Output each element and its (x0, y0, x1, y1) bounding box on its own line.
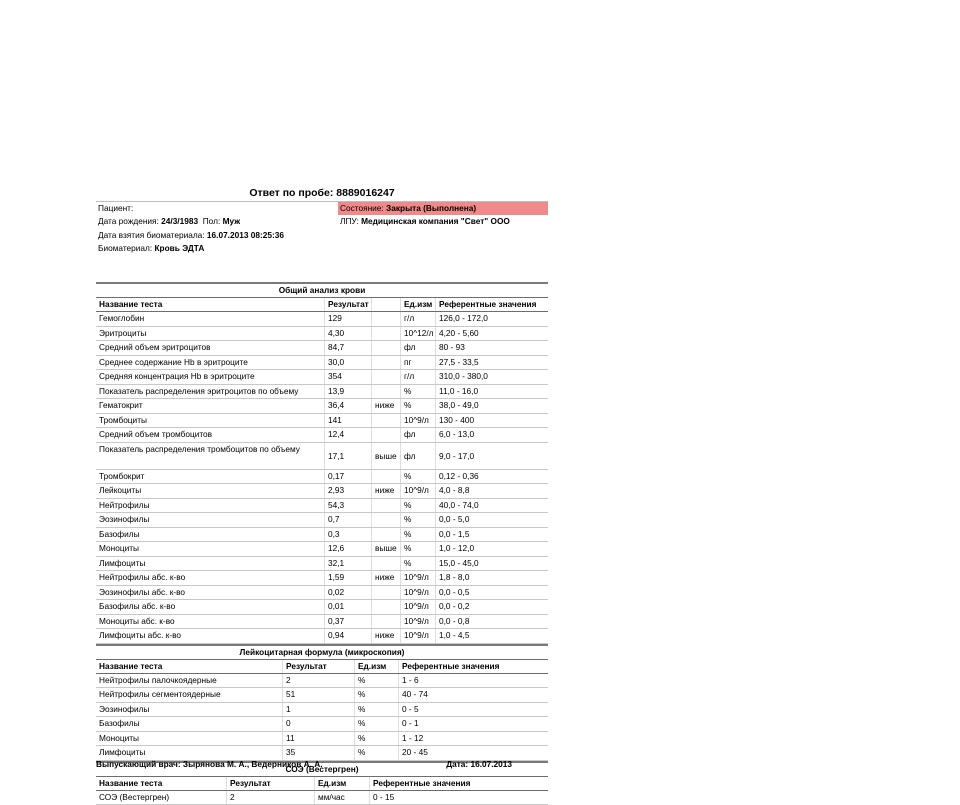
table-row (96, 370, 548, 385)
table-row (96, 629, 548, 644)
sample-date-value: 16.07.2013 08:25:36 (207, 230, 284, 240)
column-header: Название теста (96, 660, 283, 673)
result-flag (372, 615, 401, 629)
test-result: 1 (283, 703, 355, 717)
test-result: 0,94 (325, 629, 372, 643)
test-result: 2 (283, 674, 355, 688)
test-unit: 10^12/л (401, 327, 436, 341)
biomaterial-value: Кровь ЭДТА (154, 243, 204, 253)
result-flag: выше (372, 443, 401, 469)
test-result: 35 (283, 746, 355, 760)
cbc-table-header (96, 298, 548, 312)
reference-range: 0,0 - 0,5 (436, 586, 548, 600)
result-flag (372, 528, 401, 542)
reference-range: 0 - 1 (399, 717, 548, 731)
test-result: 0,37 (325, 615, 372, 629)
test-name: Среднее содержание Hb в эритроците (96, 356, 325, 370)
column-header: Референтные значения (399, 660, 548, 673)
lpu-value: Медицинская компания "Свет" ООО (361, 216, 510, 226)
test-name: Лимфоциты (96, 746, 283, 760)
test-unit: 10^9/л (401, 586, 436, 600)
reference-range: 4,0 - 8,8 (436, 484, 548, 498)
test-unit: % (355, 732, 399, 746)
test-name: Нейтрофилы абс. к-во (96, 571, 325, 585)
test-name: СОЭ (Вестергрен) (96, 791, 227, 805)
test-name: Базофилы абс. к-во (96, 600, 325, 614)
sample-date-line (98, 229, 338, 242)
test-result: 0,01 (325, 600, 372, 614)
test-result: 54,3 (325, 499, 372, 513)
reference-range: 0,12 - 0,36 (436, 470, 548, 484)
dob-value: 24/3/1983 (161, 216, 198, 226)
reference-range: 1 - 6 (399, 674, 548, 688)
patient-label: Пациент: (98, 203, 133, 213)
reference-range: 0,0 - 5,0 (436, 513, 548, 527)
result-flag (372, 513, 401, 527)
test-name: Моноциты абс. к-во (96, 615, 325, 629)
patient-line (98, 202, 338, 215)
table-row (96, 600, 548, 615)
result-flag (372, 428, 401, 442)
test-unit: 10^9/л (401, 571, 436, 585)
result-flag: ниже (372, 629, 401, 643)
test-name: Показатель распределения эритроцитов по объему (96, 385, 325, 399)
test-name: Тромбоциты (96, 414, 325, 428)
test-result: 17,1 (325, 443, 372, 469)
reference-range: 40,0 - 74,0 (436, 499, 548, 513)
biomaterial-line (98, 242, 338, 255)
header-divider (96, 260, 548, 284)
test-unit: фл (401, 443, 436, 469)
test-result: 12,4 (325, 428, 372, 442)
test-name: Тромбокрит (96, 470, 325, 484)
reference-range: 130 - 400 (436, 414, 548, 428)
dob-line (98, 215, 338, 228)
result-flag (372, 312, 401, 326)
table-row (96, 557, 548, 572)
esr-section-title: СОЭ (Вестергрен) (96, 763, 548, 777)
test-name: Средний объем эритроцитов (96, 341, 325, 355)
result-flag (372, 586, 401, 600)
cbc-table-body (96, 312, 548, 644)
column-header: Референтные значения (370, 777, 548, 790)
column-header: Название теста (96, 777, 227, 790)
reference-range: 1,0 - 12,0 (436, 542, 548, 556)
test-name: Средний объем тромбоцитов (96, 428, 325, 442)
table-row (96, 703, 548, 718)
test-unit: фл (401, 428, 436, 442)
test-result: 51 (283, 688, 355, 702)
table-row (96, 341, 548, 356)
issue-date: Дата: 16.07.2013 (446, 758, 548, 770)
result-flag (372, 499, 401, 513)
result-flag: ниже (372, 399, 401, 413)
leuko-section-title: Лейкоцитарная формула (микроскопия) (96, 646, 548, 660)
test-name: Моноциты (96, 732, 283, 746)
test-result: 129 (325, 312, 372, 326)
reference-range: 1,0 - 4,5 (436, 629, 548, 643)
test-unit: % (401, 528, 436, 542)
reference-range: 9,0 - 17,0 (436, 443, 548, 469)
test-unit: % (355, 717, 399, 731)
cbc-section-title: Общий анализ крови (96, 284, 548, 298)
result-flag (372, 341, 401, 355)
leuko-table (96, 644, 548, 761)
issuing-doctor: Выпускающий врач: Зырянова М. А., Ведерников А. А. (96, 758, 323, 770)
status-badge (338, 202, 548, 215)
report-header (96, 202, 548, 260)
test-name: Лимфоциты (96, 557, 325, 571)
test-unit: % (401, 513, 436, 527)
reference-range: 310,0 - 380,0 (436, 370, 548, 384)
table-row (96, 717, 548, 732)
reference-range: 6,0 - 13,0 (436, 428, 548, 442)
result-flag (372, 370, 401, 384)
table-row (96, 327, 548, 342)
test-name: Гемоглобин (96, 312, 325, 326)
test-result: 2,93 (325, 484, 372, 498)
test-unit: % (355, 688, 399, 702)
reference-range: 27,5 - 33,5 (436, 356, 548, 370)
sample-date-label: Дата взятия биоматериала: (98, 230, 205, 240)
leuko-table-header (96, 660, 548, 674)
status-value: Закрыта (Выполнена) (386, 203, 476, 213)
table-row (96, 385, 548, 400)
test-result: 13,9 (325, 385, 372, 399)
reference-range: 40 - 74 (399, 688, 548, 702)
test-result: 354 (325, 370, 372, 384)
test-result: 30,0 (325, 356, 372, 370)
test-result: 1,59 (325, 571, 372, 585)
test-name: Эозинофилы (96, 703, 283, 717)
test-unit: % (401, 557, 436, 571)
test-name: Лимфоциты абс. к-во (96, 629, 325, 643)
cbc-table (96, 284, 548, 644)
test-name: Нейтрофилы сегментоядерные (96, 688, 283, 702)
test-result: 11 (283, 732, 355, 746)
table-row (96, 428, 548, 443)
test-result: 4,30 (325, 327, 372, 341)
table-row (96, 732, 548, 747)
test-result: 36,4 (325, 399, 372, 413)
test-unit: мм/час (315, 791, 370, 805)
test-name: Показатель распределения тромбоцитов по объему (96, 443, 325, 469)
esr-table-body (96, 791, 548, 805)
test-unit: % (355, 674, 399, 688)
lab-report (96, 186, 548, 805)
result-flag (372, 327, 401, 341)
table-row (96, 356, 548, 371)
test-name: Нейтрофилы палочкоядерные (96, 674, 283, 688)
report-title: Ответ по пробе: 8889016247 (96, 186, 548, 202)
test-unit: 10^9/л (401, 615, 436, 629)
table-row (96, 470, 548, 485)
table-row (96, 528, 548, 543)
reference-range: 38,0 - 49,0 (436, 399, 548, 413)
reference-range: 0 - 15 (370, 791, 548, 805)
reference-range: 20 - 45 (399, 746, 548, 760)
report-footer (96, 758, 548, 770)
test-name: Средняя концентрация Hb в эритроците (96, 370, 325, 384)
table-row (96, 484, 548, 499)
table-row (96, 414, 548, 429)
reference-range: 4,20 - 5,60 (436, 327, 548, 341)
test-result: 0,7 (325, 513, 372, 527)
test-unit: 10^9/л (401, 629, 436, 643)
table-row (96, 674, 548, 689)
test-unit: пг (401, 356, 436, 370)
result-flag: выше (372, 542, 401, 556)
leuko-table-body (96, 674, 548, 761)
column-header: Название теста (96, 298, 325, 311)
test-unit: % (355, 746, 399, 760)
table-row (96, 542, 548, 557)
reference-range: 11,0 - 16,0 (436, 385, 548, 399)
patient-info (96, 202, 338, 260)
test-result: 0,17 (325, 470, 372, 484)
result-flag (372, 470, 401, 484)
table-row (96, 513, 548, 528)
table-row (96, 312, 548, 327)
test-unit: г/л (401, 312, 436, 326)
reference-range: 80 - 93 (436, 341, 548, 355)
table-row (96, 571, 548, 586)
sex-label: Пол: (203, 216, 221, 226)
test-name: Нейтрофилы (96, 499, 325, 513)
result-flag: ниже (372, 484, 401, 498)
esr-table-header (96, 777, 548, 791)
column-header: Ед.изм (315, 777, 370, 790)
test-unit: % (401, 399, 436, 413)
test-unit: % (401, 542, 436, 556)
test-name: Эозинофилы (96, 513, 325, 527)
result-flag: ниже (372, 571, 401, 585)
reference-range: 15,0 - 45,0 (436, 557, 548, 571)
table-row (96, 615, 548, 630)
test-unit: % (355, 703, 399, 717)
test-result: 32,1 (325, 557, 372, 571)
test-unit: % (401, 385, 436, 399)
reference-range: 1,8 - 8,0 (436, 571, 548, 585)
test-unit: 10^9/л (401, 484, 436, 498)
column-header: Результат (325, 298, 372, 311)
reference-range: 0,0 - 0,8 (436, 615, 548, 629)
status-label: Состояние: (340, 203, 384, 213)
test-name: Моноциты (96, 542, 325, 556)
order-info (338, 202, 548, 260)
reference-range: 0,0 - 1,5 (436, 528, 548, 542)
reference-range: 0 - 5 (399, 703, 548, 717)
test-unit: 10^9/л (401, 600, 436, 614)
reference-range: 1 - 12 (399, 732, 548, 746)
test-result: 0,3 (325, 528, 372, 542)
test-unit: г/л (401, 370, 436, 384)
test-unit: % (401, 499, 436, 513)
test-name: Эритроциты (96, 327, 325, 341)
table-row (96, 586, 548, 601)
test-result: 84,7 (325, 341, 372, 355)
table-row (96, 399, 548, 414)
test-result: 0 (283, 717, 355, 731)
result-flag (372, 557, 401, 571)
biomaterial-label: Биоматериал: (98, 243, 152, 253)
test-result: 12,6 (325, 542, 372, 556)
reference-range: 0,0 - 0,2 (436, 600, 548, 614)
sex-value: Муж (223, 216, 241, 226)
result-flag (372, 600, 401, 614)
result-flag (372, 385, 401, 399)
table-row (96, 791, 548, 805)
lpu-line (338, 215, 548, 228)
test-result: 141 (325, 414, 372, 428)
test-name: Лейкоциты (96, 484, 325, 498)
test-name: Базофилы (96, 528, 325, 542)
column-header: Ед.изм (401, 298, 436, 311)
table-row (96, 499, 548, 514)
test-name: Эозинофилы абс. к-во (96, 586, 325, 600)
test-unit: фл (401, 341, 436, 355)
test-unit: % (401, 470, 436, 484)
result-flag (372, 356, 401, 370)
table-row (96, 443, 548, 470)
test-name: Базофилы (96, 717, 283, 731)
test-name: Гематокрит (96, 399, 325, 413)
result-flag (372, 414, 401, 428)
lpu-label: ЛПУ: (340, 216, 359, 226)
table-row (96, 688, 548, 703)
dob-label: Дата рождения: (98, 216, 159, 226)
column-header: Ед.изм (355, 660, 399, 673)
column-header: Референтные значения (436, 298, 548, 311)
column-header (372, 298, 401, 311)
column-header: Результат (227, 777, 315, 790)
test-result: 0,02 (325, 586, 372, 600)
test-unit: 10^9/л (401, 414, 436, 428)
test-result: 2 (227, 791, 315, 805)
reference-range: 126,0 - 172,0 (436, 312, 548, 326)
column-header: Результат (283, 660, 355, 673)
